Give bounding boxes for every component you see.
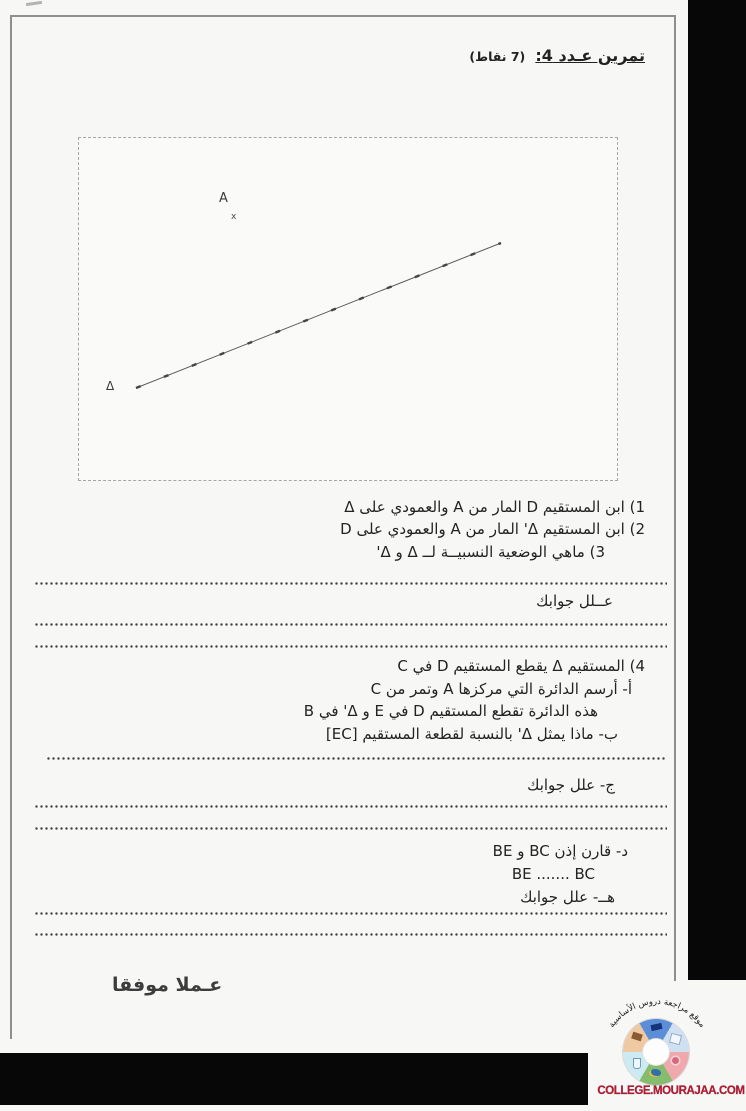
page-frame-top [10,15,676,17]
question-4d-answer: BE ....... BC [511,865,595,883]
question-4a: أ- أرسم الدائرة التي مركزها A وتمر من C [370,680,632,698]
question-1: 1) ابن المستقيم D المار من A والعمودي على Δ [344,498,645,516]
page-frame-left [10,15,12,1039]
delta-line-label: Δ [106,379,115,393]
papers-icon [669,1033,682,1045]
question-3: 3) ماهي الوضعية النسبيــة لــ Δ و Δ' [376,543,605,561]
point-a-mark: x [231,212,237,222]
palette-globe-icon [649,1069,661,1077]
question-4d: د- قارن إذن BC و BE [492,842,628,860]
subjects-wheel-logo [623,1019,689,1085]
question-4c: ج- علل جوابك [527,776,615,794]
answer-dotted-line [34,826,667,831]
figure-box [78,137,618,481]
site-url-text: COLLEGE.MOURAJAA.COM [597,1085,745,1097]
question-2: 2) ابن المستقيم Δ' المار من A والعمودي على D [340,520,645,538]
question-4a-continued: هذه الدائرة تقطع المستقيم D في E و Δ' في B [303,702,598,720]
wheel-center [643,1039,669,1065]
question-4: 4) المستقيم Δ يقطع المستقيم D في C [397,657,645,675]
point-a-label: A [219,191,228,206]
graduation-cap-icon [650,1023,662,1031]
question-4b: ب- ماذا يمثل Δ' بالنسبة لقطعة المستقيم [EC] [325,725,618,743]
answer-dotted-line [46,756,667,761]
flask-icon [633,1058,641,1069]
good-luck-text: عـملا موفقا [112,974,223,996]
answer-dotted-line [34,644,667,649]
logo-arc-text-content: موقع مراجعة دروس الأساسية [606,996,708,1030]
justify-answer-label: عــلل جوابك [536,592,613,610]
page-frame-right [674,15,676,981]
books-icon [631,1032,643,1042]
scan-black-band-right [688,0,746,980]
question-4e: هــ- علل جوابك [520,888,615,906]
answer-dotted-line [34,581,667,586]
exercise-title [469,46,645,65]
scan-corner-mark [26,1,42,6]
answer-dotted-line [34,804,667,809]
scan-black-band-bottom [0,1053,588,1105]
answer-dotted-line [34,932,667,937]
answer-dotted-line [34,911,667,916]
atom-icon [672,1057,679,1064]
exercise-points: (7 نقاط) [469,49,526,64]
figure-drawing [79,138,617,480]
exercise-title-text: تمرين عـدد 4: [535,46,645,65]
answer-dotted-line [34,622,667,627]
